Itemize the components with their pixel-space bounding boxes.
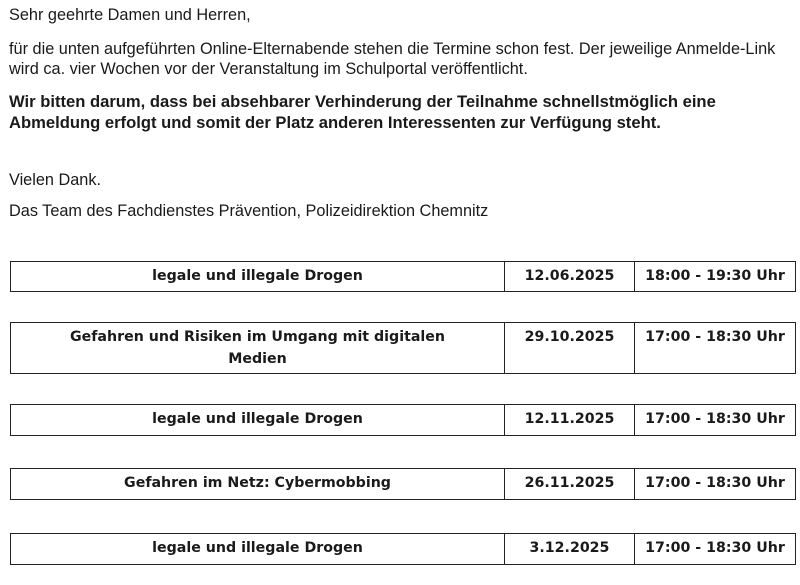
event-topic: legale und illegale Drogen [11, 405, 505, 435]
event-topic: legale und illegale Drogen [11, 262, 505, 291]
event-date: 3.12.2025 [505, 534, 635, 564]
event-time: 17:00 - 18:30 Uhr [645, 540, 785, 556]
signature-line: Das Team des Fachdienstes Prävention, Polizeidirektion Chemnitz [9, 202, 489, 220]
event-row [10, 468, 796, 500]
event-date: 26.11.2025 [505, 469, 635, 499]
event-row [10, 261, 796, 292]
event-date: 12.11.2025 [505, 405, 635, 435]
event-row [10, 404, 796, 436]
intro-paragraph: für die unten aufgeführten Online-Elternabende stehen die Termine schon fest. Der jeweilige Anmelde-Link wird ca. vier Wochen vor der Veranstaltung im Schulportal veröffentlicht. [9, 40, 776, 78]
event-topic: Gefahren im Netz: Cybermobbing [11, 469, 505, 499]
event-time: 17:00 - 18:30 Uhr [645, 411, 785, 427]
event-time: 17:00 - 18:30 Uhr [645, 329, 785, 345]
thanks-line: Vielen Dank. [9, 171, 102, 189]
event-row [10, 533, 796, 565]
greeting: Sehr geehrte Damen und Herren, [9, 6, 251, 24]
event-row [10, 322, 796, 374]
event-time: 17:00 - 18:30 Uhr [645, 475, 785, 491]
event-time: 18:00 - 19:30 Uhr [645, 268, 785, 284]
event-date: 12.06.2025 [505, 262, 635, 291]
event-topic: Gefahren und Risiken im Umgang mit digitalen Medien [11, 323, 505, 373]
event-topic: legale und illegale Drogen [11, 534, 505, 564]
request-paragraph: Wir bitten darum, dass bei absehbarer Verhinderung der Teilnahme schnellstmöglich eine Abmeldung erfolgt und somit der Platz anderen Interessenten zur Verfügung steht. [9, 92, 716, 132]
event-date: 29.10.2025 [505, 323, 635, 373]
